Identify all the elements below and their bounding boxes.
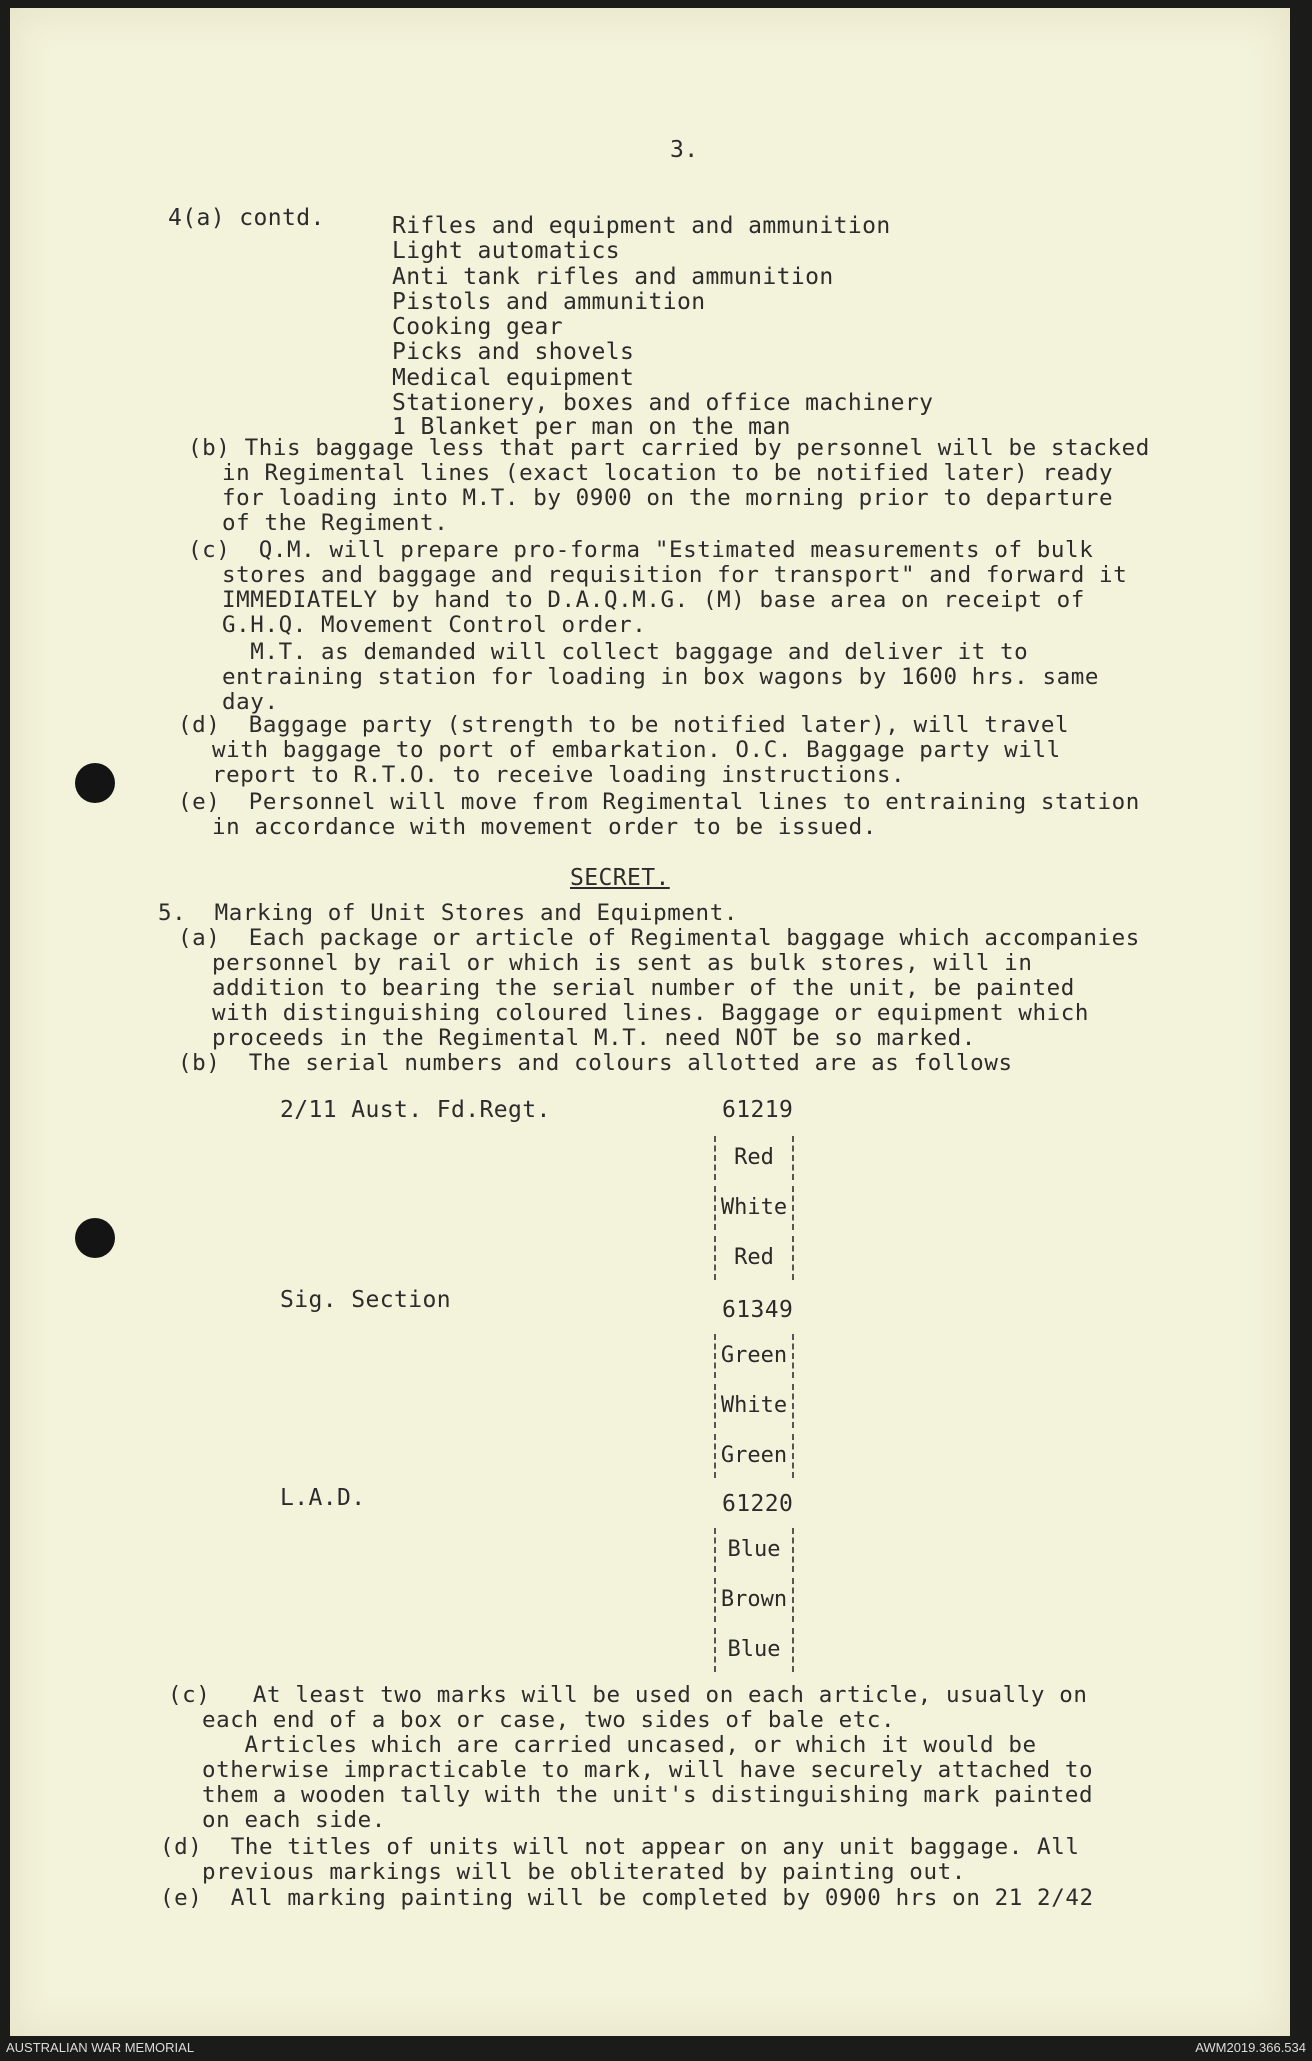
- para-b-line: (b) This baggage less that part carried by personnel will be stacked: [188, 435, 1150, 461]
- section-5c-line: them a wooden tally with the unit's distinguishing mark painted: [202, 1782, 1094, 1808]
- list-item: Anti tank rifles and ammunition: [392, 264, 834, 290]
- colour-label: Blue: [727, 1537, 781, 1562]
- colour-mark: [714, 1236, 794, 1280]
- footer-reference: AWM2019.366.534: [1195, 2040, 1306, 2055]
- colour-label: Brown: [720, 1587, 788, 1612]
- colour-mark: [714, 1334, 794, 1378]
- colour-label: Red: [734, 1145, 774, 1170]
- para-c-line: entraining station for loading in box wagons by 1600 hrs. same: [222, 664, 1100, 690]
- section-5c-line: Articles which are carried uncased, or which it would be: [202, 1732, 1037, 1758]
- para-c-line: M.T. as demanded will collect baggage and deliver it to: [222, 639, 1029, 665]
- para-d-line: with baggage to port of embarkation. O.C. Baggage party will: [212, 737, 1061, 763]
- colour-label: Green: [720, 1343, 788, 1368]
- section-5-line: proceeds in the Regimental M.T. need NOT be so marked.: [212, 1025, 976, 1051]
- page-number: 3.: [670, 137, 699, 163]
- section-5d-line: previous markings will be obliterated by painting out.: [202, 1859, 966, 1885]
- list-item: Stationery, boxes and office machinery: [392, 390, 934, 416]
- unit-name: L.A.D.: [280, 1485, 366, 1511]
- section-5-line: with distinguishing coloured lines. Baggage or equipment which: [212, 1000, 1090, 1026]
- colour-mark: [714, 1186, 794, 1230]
- para-e-line: (e) Personnel will move from Regimental lines to entraining station: [178, 789, 1140, 815]
- unit-serial: 61220: [722, 1491, 794, 1517]
- secret-heading: SECRET.: [570, 865, 670, 891]
- para-c-line: IMMEDIATELY by hand to D.A.Q.M.G. (M) base area on receipt of: [222, 587, 1085, 613]
- colour-mark: [714, 1136, 794, 1180]
- colour-mark: [714, 1528, 794, 1572]
- para-c-line: stores and baggage and requisition for transport" and forward it: [222, 562, 1128, 588]
- list-item: Light automatics: [392, 238, 620, 264]
- para-label: 4(a) contd.: [168, 205, 325, 231]
- document-page: [10, 8, 1290, 2036]
- colour-label: Blue: [727, 1637, 781, 1662]
- punch-hole-top: [75, 763, 115, 803]
- unit-serial: 61219: [722, 1097, 794, 1123]
- list-item: Cooking gear: [392, 314, 563, 340]
- para-c-line: (c) Q.M. will prepare pro-forma "Estimated measurements of bulk: [188, 537, 1094, 563]
- para-b-line: of the Regiment.: [222, 510, 449, 536]
- punch-hole-bottom: [75, 1218, 115, 1258]
- section-5-title: 5. Marking of Unit Stores and Equipment.: [158, 900, 738, 926]
- section-5-line: (a) Each package or article of Regimental baggage which accompanies: [178, 925, 1140, 951]
- para-c-line: day.: [222, 689, 279, 715]
- list-item: Rifles and equipment and ammunition: [392, 213, 891, 239]
- colour-label: Red: [734, 1245, 774, 1270]
- section-5-line: (b) The serial numbers and colours allotted are as follows: [178, 1050, 1013, 1076]
- unit-name: 2/11 Aust. Fd.Regt.: [280, 1097, 551, 1123]
- section-5-line: personnel by rail or which is sent as bulk stores, will in: [212, 950, 1033, 976]
- section-5d-line: (d) The titles of units will not appear on any unit baggage. All: [160, 1834, 1080, 1860]
- section-5c-line: each end of a box or case, two sides of bale etc.: [202, 1707, 896, 1733]
- para-b-line: in Regimental lines (exact location to be notified later) ready: [222, 460, 1114, 486]
- footer-source: AUSTRALIAN WAR MEMORIAL: [6, 2040, 195, 2055]
- para-e-line: in accordance with movement order to be issued.: [212, 814, 877, 840]
- section-5c-line: otherwise impracticable to mark, will have securely attached to: [202, 1757, 1094, 1783]
- section-5-line: addition to bearing the serial number of the unit, be painted: [212, 975, 1075, 1001]
- section-5c-line: on each side.: [202, 1807, 386, 1833]
- archive-footer: [0, 2036, 1312, 2061]
- colour-label: White: [720, 1195, 788, 1220]
- para-d-line: report to R.T.O. to receive loading instructions.: [212, 762, 906, 788]
- section-5c-line: (c) At least two marks will be used on each article, usually on: [168, 1682, 1088, 1708]
- colour-mark: [714, 1628, 794, 1672]
- colour-label: White: [720, 1393, 788, 1418]
- unit-serial: 61349: [722, 1297, 794, 1323]
- section-5e-line: (e) All marking painting will be completed by 0900 hrs on 21 2/42: [160, 1885, 1094, 1911]
- colour-mark: [714, 1434, 794, 1478]
- colour-label: Green: [720, 1443, 788, 1468]
- list-item: Medical equipment: [392, 365, 635, 391]
- list-item: Picks and shovels: [392, 339, 635, 365]
- unit-name: Sig. Section: [280, 1287, 451, 1313]
- colour-mark: [714, 1578, 794, 1622]
- colour-mark: [714, 1384, 794, 1428]
- para-b-line: for loading into M.T. by 0900 on the morning prior to departure: [222, 485, 1114, 511]
- list-item: Pistols and ammunition: [392, 289, 706, 315]
- list-item: 1 Blanket per man on the man: [392, 414, 791, 440]
- para-c-line: G.H.Q. Movement Control order.: [222, 612, 647, 638]
- para-d-line: (d) Baggage party (strength to be notified later), will travel: [178, 712, 1070, 738]
